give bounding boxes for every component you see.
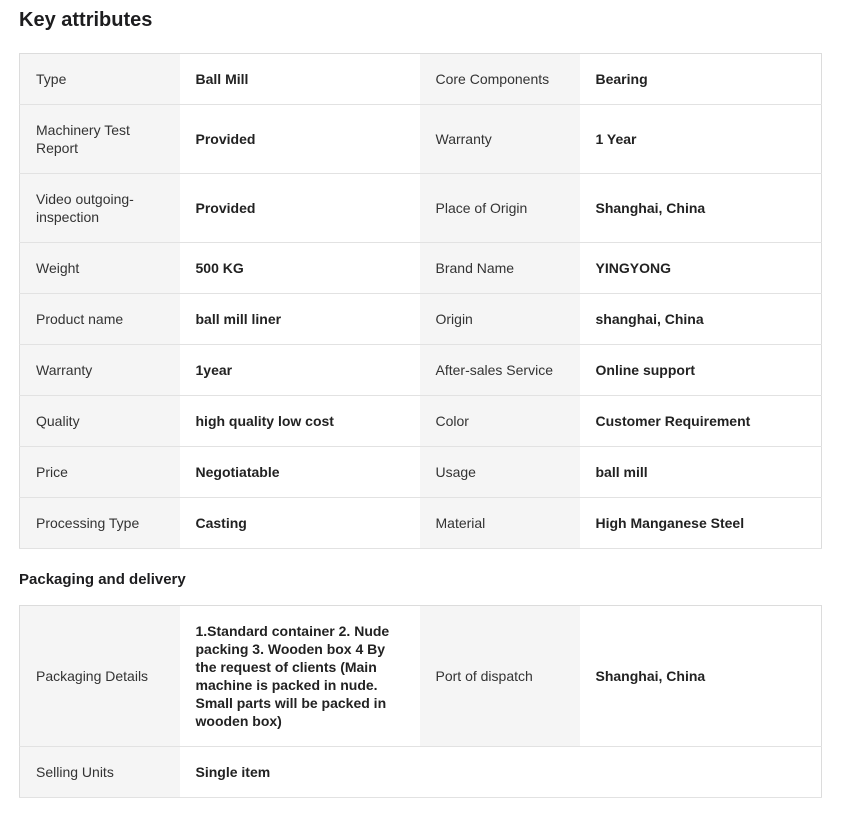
table-row — [20, 606, 822, 747]
attribute-value: high quality low cost — [180, 396, 420, 447]
table-row — [20, 174, 822, 243]
attribute-label: Brand Name — [420, 243, 580, 294]
attribute-value: Online support — [580, 345, 822, 396]
attribute-label: Packaging Details — [20, 606, 180, 747]
attribute-label: Origin — [420, 294, 580, 345]
attribute-value: Shanghai, China — [580, 174, 822, 243]
attribute-label: Port of dispatch — [420, 606, 580, 747]
attribute-label: Selling Units — [20, 747, 180, 798]
attribute-value: Shanghai, China — [580, 606, 822, 747]
table-row — [20, 105, 822, 174]
attribute-label: Type — [20, 54, 180, 105]
attribute-value: Ball Mill — [180, 54, 420, 105]
empty-cell — [580, 747, 822, 798]
attribute-value: 1.Standard container 2. Nude packing 3. Wooden box 4 By the request of clients (Main machine is packed in nude. Small parts will be packed in wooden box) — [180, 606, 420, 747]
table-row — [20, 498, 822, 549]
attribute-label: Warranty — [420, 105, 580, 174]
attribute-label: Place of Origin — [420, 174, 580, 243]
attribute-value: Casting — [180, 498, 420, 549]
attribute-value: Provided — [180, 174, 420, 243]
packaging-heading: Packaging and delivery — [19, 571, 186, 588]
attribute-label: Price — [20, 447, 180, 498]
attribute-value: YINGYONG — [580, 243, 822, 294]
table-row — [20, 243, 822, 294]
attribute-value: High Manganese Steel — [580, 498, 822, 549]
table-row — [20, 345, 822, 396]
attribute-label: Usage — [420, 447, 580, 498]
attribute-label: After-sales Service — [420, 345, 580, 396]
attribute-value: 500 KG — [180, 243, 420, 294]
attribute-value: Customer Requirement — [580, 396, 822, 447]
attribute-label: Material — [420, 498, 580, 549]
attribute-value: 1 Year — [580, 105, 822, 174]
attribute-label: Product name — [20, 294, 180, 345]
table-row — [20, 747, 822, 798]
table-row — [20, 54, 822, 105]
attribute-value: Bearing — [580, 54, 822, 105]
attribute-label: Weight — [20, 243, 180, 294]
attribute-value: ball mill — [580, 447, 822, 498]
table-row — [20, 447, 822, 498]
empty-cell — [420, 747, 580, 798]
attribute-label: Video outgoing-inspection — [20, 174, 180, 243]
attribute-value: ball mill liner — [180, 294, 420, 345]
attribute-value: Single item — [180, 747, 420, 798]
packaging-table — [19, 605, 822, 798]
attribute-label: Machinery Test Report — [20, 105, 180, 174]
attribute-value: 1year — [180, 345, 420, 396]
attribute-label: Warranty — [20, 345, 180, 396]
key-attributes-heading: Key attributes — [19, 9, 153, 31]
table-row — [20, 396, 822, 447]
attribute-label: Processing Type — [20, 498, 180, 549]
table-row — [20, 294, 822, 345]
attribute-label: Quality — [20, 396, 180, 447]
key-attributes-table — [19, 53, 822, 549]
attribute-label: Color — [420, 396, 580, 447]
attribute-value: shanghai, China — [580, 294, 822, 345]
attribute-label: Core Components — [420, 54, 580, 105]
attribute-value: Provided — [180, 105, 420, 174]
attribute-value: Negotiatable — [180, 447, 420, 498]
